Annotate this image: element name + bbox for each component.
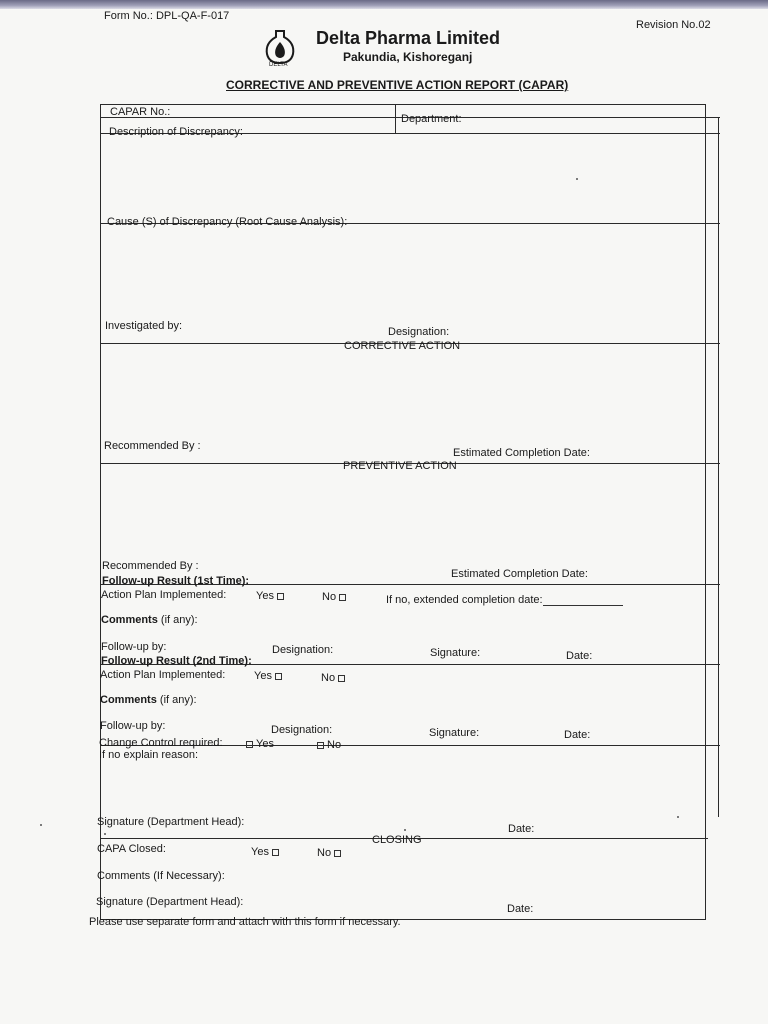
change-control-yes-option[interactable]: Yes <box>246 738 274 750</box>
followup1-no-option[interactable]: No <box>322 591 346 603</box>
followup2-no-option[interactable]: No <box>321 672 345 684</box>
closing-comments: Comments (If Necessary): <box>97 870 225 882</box>
followup1-signature: Signature: <box>430 647 481 659</box>
scan-speck <box>677 816 679 818</box>
company-location: Pakundia, Kishoreganj <box>343 50 473 64</box>
followup2-title: Follow-up Result (2nd Time): <box>101 655 252 667</box>
followup1-comments: Comments (if any): <box>101 614 198 626</box>
checkbox-icon[interactable] <box>317 742 324 749</box>
description-label: Description of Discrepancy: <box>109 126 243 138</box>
capa-closed-yes-option[interactable]: Yes <box>251 846 279 858</box>
followup1-designation: Designation: <box>272 644 334 656</box>
preventive-action-heading: PREVENTIVE ACTION <box>343 460 457 472</box>
followup1-title: Follow-up Result (1st Time): <box>102 575 250 587</box>
scan-speck <box>576 178 578 180</box>
scan-speck <box>40 824 42 826</box>
frame-right-edge <box>718 117 719 817</box>
revision-number: Revision No.02 <box>636 19 711 31</box>
followup2-designation: Designation: <box>271 724 333 736</box>
blank-line[interactable] <box>543 595 623 606</box>
followup2-date: Date: <box>564 729 591 741</box>
change-control-date: Date: <box>508 823 535 835</box>
explain-reason-label: If no explain reason: <box>99 749 199 761</box>
column-divider <box>395 104 396 133</box>
followup1-followup-by: Follow-up by: <box>101 641 167 653</box>
capar-no-label: CAPAR No.: <box>110 106 171 118</box>
company-name: Delta Pharma Limited <box>316 28 501 48</box>
checkbox-icon[interactable] <box>334 850 341 857</box>
corrective-completion-date: Estimated Completion Date: <box>453 447 590 459</box>
closing-heading: CLOSING <box>372 834 422 846</box>
department-label: Department: <box>401 113 462 125</box>
checkbox-icon[interactable] <box>275 673 282 680</box>
checkbox-icon[interactable] <box>339 594 346 601</box>
report-title: CORRECTIVE AND PREVENTIVE ACTION REPORT (CAPAR) <box>226 78 569 92</box>
followup2-yes-option[interactable]: Yes <box>254 670 282 682</box>
followup2-action-plan: Action Plan Implemented: <box>100 669 226 681</box>
followup2-signature: Signature: <box>429 727 480 739</box>
checkbox-icon[interactable] <box>272 849 279 856</box>
checkbox-icon[interactable] <box>277 593 284 600</box>
change-control-signature: Signature (Department Head): <box>97 816 245 828</box>
change-control-no-option[interactable]: No <box>317 739 341 751</box>
scan-edge <box>0 0 768 9</box>
footer-note: Please use separate form and attach with this form if necessary. <box>89 916 401 928</box>
followup1-yes-option[interactable]: Yes <box>256 590 284 602</box>
capa-closed-label: CAPA Closed: <box>97 843 166 855</box>
preventive-completion-date: Estimated Completion Date: <box>451 568 588 580</box>
cause-label: Cause (S) of Discrepancy (Root Cause Analysis): <box>107 216 348 228</box>
followup1-extended-date: If no, extended completion date: <box>386 594 623 606</box>
closing-date: Date: <box>507 903 534 915</box>
followup1-date: Date: <box>566 650 593 662</box>
logo-text: DELTA <box>269 62 288 68</box>
change-control-label: Change Control required: <box>99 737 223 749</box>
closing-signature: Signature (Department Head): <box>96 896 244 908</box>
capa-closed-no-option[interactable]: No <box>317 847 341 859</box>
designation-label: Designation: <box>388 326 450 338</box>
checkbox-icon[interactable] <box>246 741 253 748</box>
followup1-action-plan: Action Plan Implemented: <box>101 589 227 601</box>
followup2-followup-by: Follow-up by: <box>100 720 166 732</box>
corrective-recommended-by: Recommended By : <box>104 440 201 452</box>
corrective-action-heading: CORRECTIVE ACTION <box>344 340 461 352</box>
investigated-by-label: Investigated by: <box>105 320 183 332</box>
followup2-comments: Comments (if any): <box>100 694 197 706</box>
checkbox-icon[interactable] <box>338 675 345 682</box>
scan-speck <box>404 829 406 831</box>
preventive-recommended-by: Recommended By : <box>102 560 199 572</box>
scan-speck <box>104 833 106 835</box>
form-number: Form No.: DPL-QA-F-017 <box>104 10 230 22</box>
